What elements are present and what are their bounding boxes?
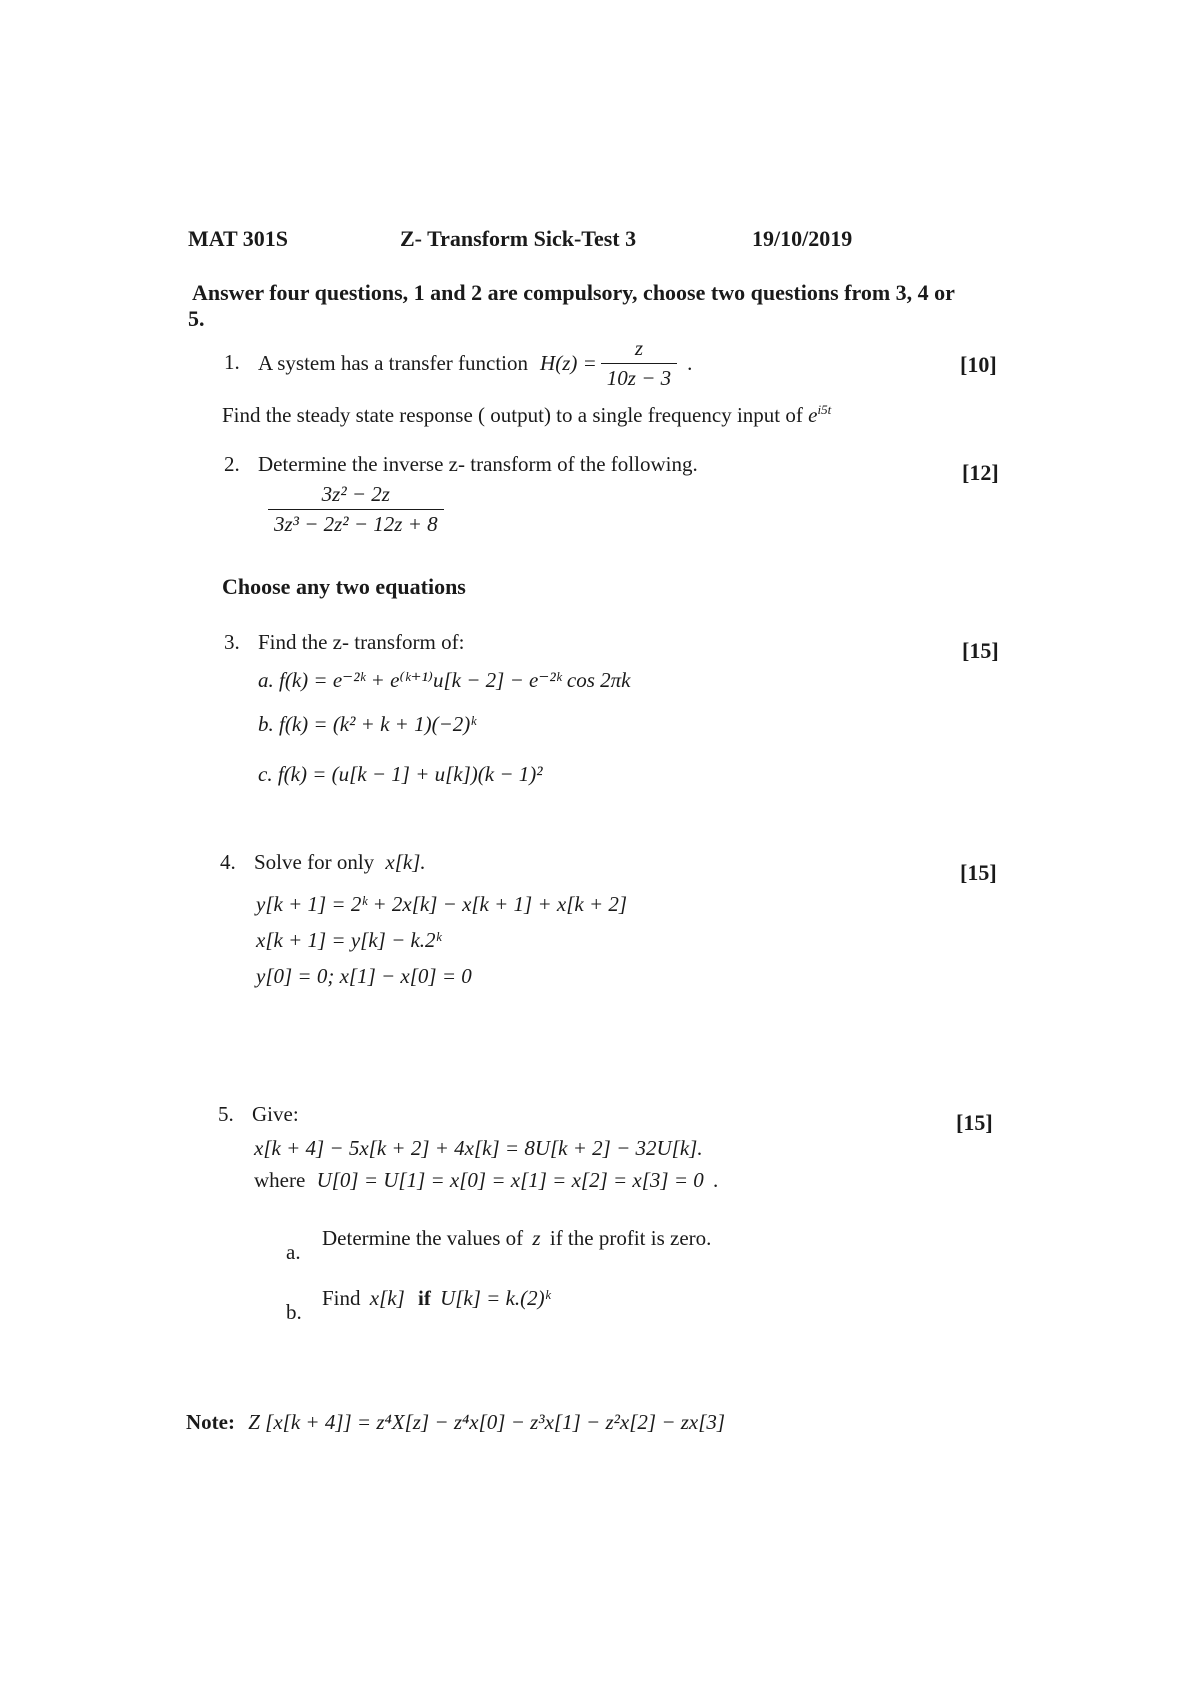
q5-part-b-var: x[k] (369, 1286, 405, 1310)
q5-part-b-if: if (418, 1286, 431, 1310)
q5-text: Give: (252, 1102, 299, 1126)
q1-number: 1. (224, 350, 240, 374)
q5-marks: [15] (956, 1110, 993, 1135)
q3-part-a: a. f(k) = e⁻²ᵏ + e⁽ᵏ⁺¹⁾u[k − 2] − e⁻²ᵏ cos 2πk (258, 668, 631, 692)
instructions-line-1: Answer four questions, 1 and 2 are compulsory, choose two questions from 3, 4 or (192, 280, 955, 305)
note-formula: Z [x[k + 4]] = z⁴X[z] − z⁴x[0] − z³x[1] − z²x[2] − zx[3] (248, 1410, 726, 1434)
q4-text (254, 850, 426, 875)
q5-part-a-label: a. (286, 1240, 301, 1264)
q1-marks: [10] (960, 352, 997, 377)
q5-where-end: . (713, 1168, 719, 1192)
q1-prompt: A system has a transfer function (258, 351, 529, 375)
q5-part-b (322, 1286, 551, 1311)
q5-where (254, 1168, 718, 1193)
q1-denominator: 10z − 3 (601, 363, 677, 391)
test-date: 19/10/2019 (752, 226, 853, 251)
q3-text: Find the z- transform of: (258, 630, 465, 654)
q5-part-a-rest: if the profit is zero. (549, 1226, 712, 1250)
test-title: Z- Transform Sick-Test 3 (400, 226, 637, 251)
q5-number: 5. (218, 1102, 234, 1126)
q5-part-b-text: Find (322, 1286, 361, 1310)
q5-part-a-var: z (532, 1226, 541, 1250)
q1-period: . (687, 351, 693, 375)
q4-eq1: y[k + 1] = 2ᵏ + 2x[k] − x[k + 1] + x[k + 2] (256, 892, 628, 916)
q4-number: 4. (220, 850, 236, 874)
q5-part-b-label: b. (286, 1300, 302, 1324)
q1-input: $e^{i5t}$ (808, 402, 832, 427)
q2-numerator: 3z² − 2z (321, 482, 390, 506)
q5-part-b-condition: U[k] = k.(2)ᵏ (440, 1286, 551, 1310)
note (186, 1410, 725, 1435)
q1-fraction (601, 336, 677, 391)
q4-var: x[k]. (385, 850, 426, 874)
note-label: Note: (186, 1410, 235, 1434)
q4-eq3: y[0] = 0; x[1] − x[0] = 0 (256, 964, 472, 988)
q3-part-c: c. f(k) = (u[k − 1] + u[k])(k − 1)² (258, 762, 543, 786)
q1-line2-text: Find the steady state response ( output) to a single frequency input of (222, 403, 803, 427)
q1-lhs: H(z) = (540, 351, 597, 375)
q1-text (258, 336, 692, 391)
q4-marks: [15] (960, 860, 997, 885)
instructions-line-2: 5. (188, 306, 205, 331)
q5-initial-conditions: U[0] = U[1] = x[0] = x[1] = x[2] = x[3] = 0 (316, 1168, 704, 1192)
q5-part-a-text: Determine the values of (322, 1226, 524, 1250)
q3-number: 3. (224, 630, 240, 654)
q1-numerator: z (634, 336, 644, 360)
choose-heading: Choose any two equations (222, 574, 466, 599)
q4-eq2: x[k + 1] = y[k] − k.2ᵏ (256, 928, 442, 952)
q5-equation: x[k + 4] − 5x[k + 2] + 4x[k] = 8U[k + 2] − 32U[k]. (254, 1136, 703, 1160)
q5-part-a (322, 1226, 711, 1251)
q2-number: 2. (224, 452, 240, 476)
q5-where-label: where (254, 1168, 306, 1192)
course-code: MAT 301S (188, 226, 289, 251)
q3-part-b: b. f(k) = (k² + k + 1)(−2)ᵏ (258, 712, 477, 736)
q2-denominator: 3z³ − 2z² − 12z + 8 (268, 509, 444, 537)
q1-line2 (222, 402, 831, 428)
q2-marks: [12] (962, 460, 999, 485)
q4-prompt: Solve for only (254, 850, 375, 874)
q2-fraction (268, 482, 444, 537)
q2-text: Determine the inverse z- transform of the following. (258, 452, 698, 476)
q3-marks: [15] (962, 638, 999, 663)
